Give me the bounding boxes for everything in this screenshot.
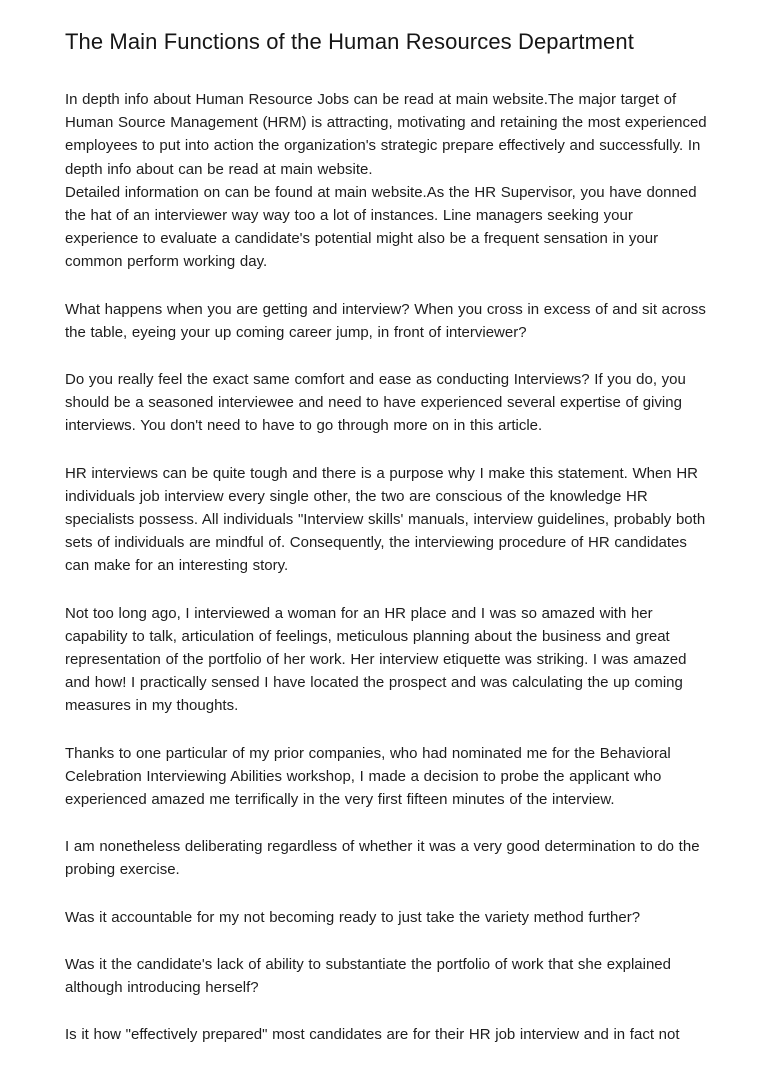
paragraph-text: Was it accountable for my not becoming ready to just take the variety method further? <box>65 908 641 926</box>
paragraph-text: Is it how "effectively prepared" most candidates are for their HR job interview and in fact not <box>65 1026 680 1044</box>
paragraph <box>65 835 707 881</box>
paragraph <box>65 742 707 812</box>
paragraph <box>65 906 707 929</box>
paragraph-text: Was it the candidate's lack of ability to substantiate the portfolio of work that she explained although introducing herself? <box>65 955 671 997</box>
paragraph <box>65 462 707 578</box>
paragraph <box>65 953 707 999</box>
paragraph <box>65 602 707 718</box>
paragraph <box>65 1023 707 1046</box>
paragraph-text: Detailed information on can be found at main website.As the HR Supervisor, you have donned the hat of an interviewer way way too a lot of instances. Line managers seeking your experience to evaluate a candidate's potential might also be a frequent sensation in your common perform working day. <box>65 183 697 271</box>
document-body <box>65 27 707 1071</box>
paragraph <box>65 298 707 344</box>
paragraph-text: Thanks to one particular of my prior companies, who had nominated me for the Behavioral Celebration Interviewing Abilities workshop, I made a decision to probe the applicant who experienced amazed me terrifically in the very first fifteen minutes of the interview. <box>65 744 671 809</box>
page-title: The Main Functions of the Human Resources Department <box>65 29 634 54</box>
paragraph-text: In depth info about Human Resource Jobs can be read at main website.The major target of Human Source Management (HRM) is attracting, motivating and retaining the most experienced employees to put into action the organization's strategic prepare effectively and successfully. In depth info about can be read at main website. <box>65 91 707 178</box>
paragraph-text: I am nonetheless deliberating regardless of whether it was a very good determination to do the probing exercise. <box>65 838 700 879</box>
paragraph-text: HR interviews can be quite tough and there is a purpose why I make this statement. When HR individuals job interview every single other, the two are conscious of the knowledge HR specialists possess. All individuals "Interview skills' manuals, interview guidelines, probably both sets of individuals are mindful of. Consequently, the interviewing procedure of HR candidates can make for an interesting story. <box>65 464 706 575</box>
paragraph-text: Not too long ago, I interviewed a woman for an HR place and I was so amazed with her capability to talk, articulation of feelings, meticulous planning about the business and great representation of the portfolio of her work. Her interview etiquette was striking. I was amazed and how! I practically sensed I have located the prospect and was calculating the up coming measures in my thoughts. <box>65 604 687 715</box>
paragraph-text: What happens when you are getting and interview? When you cross in excess of and sit across the table, eyeing your up coming career jump, in front of interviewer? <box>65 300 706 341</box>
paragraph <box>65 368 707 438</box>
paragraph-text: Do you really feel the exact same comfort and ease as conducting Interviews? If you do, you should be a seasoned interviewee and need to have experienced several expertise of giving interviews. You don't need to have to go through more on in this article. <box>65 371 686 435</box>
paragraph <box>65 88 707 274</box>
